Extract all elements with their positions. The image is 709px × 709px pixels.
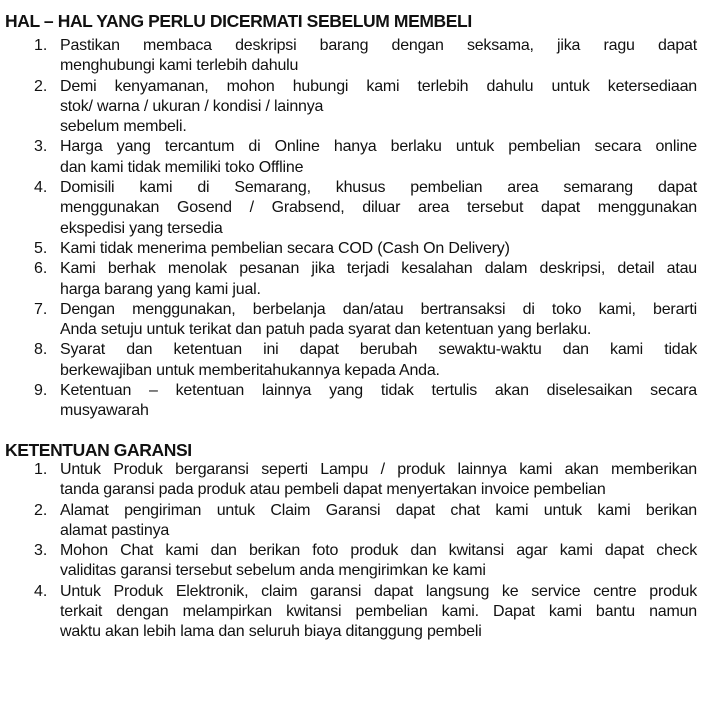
list-item — [0, 582, 709, 643]
item-text-line: Untuk Produk Elektronik, claim garansi dapat langsung ke service centre produk — [60, 582, 697, 600]
item-text-line: Untuk Produk bergaransi seperti Lampu / produk lainnya kami akan memberikan — [60, 461, 697, 478]
item-text-line: Dengan menggunakan, berbelanja dan/atau bertransaksi di toko kami, berarti — [60, 300, 697, 318]
item-text-line: sebelum membeli. — [60, 118, 187, 136]
item-text-line: ekspedisi yang tersedia — [60, 219, 223, 237]
warranty-list — [0, 460, 709, 643]
item-text-line: dan kami tidak memiliki toko Offline — [60, 158, 304, 176]
item-number: 1. — [34, 37, 48, 54]
item-text-line: Domisili kami di Semarang, khusus pembelian area semarang dapat — [60, 179, 697, 197]
item-number: 3. — [34, 138, 48, 156]
item-number: 3. — [34, 542, 48, 560]
item-number: 2. — [34, 501, 48, 519]
item-text-line: menggunakan Gosend / Grabsend, diluar area tersebut dapat menggunakan — [60, 199, 697, 217]
list-item — [0, 36, 709, 77]
item-text-line: Syarat dan ketentuan ini dapat berubah sewaktu-waktu dan kami tidak — [60, 341, 697, 359]
item-text-line: stok/ warna / ukuran / kondisi / lainnya — [60, 97, 324, 115]
item-number: 6. — [34, 260, 48, 278]
item-number: 5. — [34, 239, 48, 257]
item-text-line: waktu akan lebih lama dan seluruh biaya ditanggung pembeli — [60, 623, 482, 641]
item-text-line: terkait dengan melampirkan kwitansi pembelian kami. Dapat kami bantu namun — [60, 603, 697, 621]
section-heading-warranty: KETENTUAN GARANSI — [5, 440, 192, 460]
list-item — [0, 137, 709, 178]
item-number: 1. — [34, 461, 48, 478]
item-text-line: berkewajiban untuk memberitahukannya kepada Anda. — [60, 361, 440, 379]
item-text-line: harga barang yang kami jual. — [60, 280, 261, 298]
list-item — [0, 239, 709, 259]
item-text-line: Alamat pengiriman untuk Claim Garansi dapat chat kami untuk kami berikan — [60, 501, 697, 519]
item-text-line: tanda garansi pada produk atau pembeli dapat menyertakan invoice pembelian — [60, 481, 606, 499]
item-number: 4. — [34, 582, 48, 600]
item-text-line: Ketentuan – ketentuan lainnya yang tidak tertulis akan diselesaikan secara — [60, 382, 697, 400]
item-text-line: musyawarah — [60, 402, 149, 420]
item-text-line: Anda setuju untuk terikat dan patuh pada syarat dan ketentuan yang berlaku. — [60, 321, 592, 339]
item-text-line: validitas garansi tersebut sebelum anda mengirimkan ke kami — [60, 562, 486, 580]
item-text-line: Harga yang tercantum di Online hanya berlaku untuk pembelian secara online — [60, 138, 697, 156]
list-item — [0, 259, 709, 300]
item-number: 8. — [34, 341, 48, 359]
item-number: 7. — [34, 300, 48, 318]
list-item — [0, 460, 709, 501]
list-item — [0, 77, 709, 138]
item-text-line: Kami tidak menerima pembelian secara COD (Cash On Delivery) — [60, 239, 510, 257]
item-text-line: alamat pastinya — [60, 521, 170, 539]
list-item — [0, 381, 709, 422]
section-heading-before-buying: HAL – HAL YANG PERLU DICERMATI SEBELUM MEMBELI — [5, 11, 472, 31]
item-number: 2. — [34, 77, 48, 95]
item-number: 9. — [34, 382, 48, 400]
list-item — [0, 178, 709, 239]
item-text-line: Kami berhak menolak pesanan jika terjadi kesalahan dalam deskripsi, detail atau — [60, 260, 697, 278]
list-item — [0, 541, 709, 582]
item-text-line: Mohon Chat kami dan berikan foto produk dan kwitansi agar kami dapat check — [60, 542, 697, 560]
before-buying-list — [0, 36, 709, 422]
list-item — [0, 300, 709, 341]
item-text-line: Demi kenyamanan, mohon hubungi kami terlebih dahulu untuk ketersediaan — [60, 77, 697, 95]
list-item — [0, 501, 709, 542]
item-number: 4. — [34, 179, 48, 197]
item-text-line: menghubungi kami terlebih dahulu — [60, 57, 299, 75]
list-item — [0, 340, 709, 381]
item-text-line: Pastikan membaca deskripsi barang dengan seksama, jika ragu dapat — [60, 37, 697, 54]
